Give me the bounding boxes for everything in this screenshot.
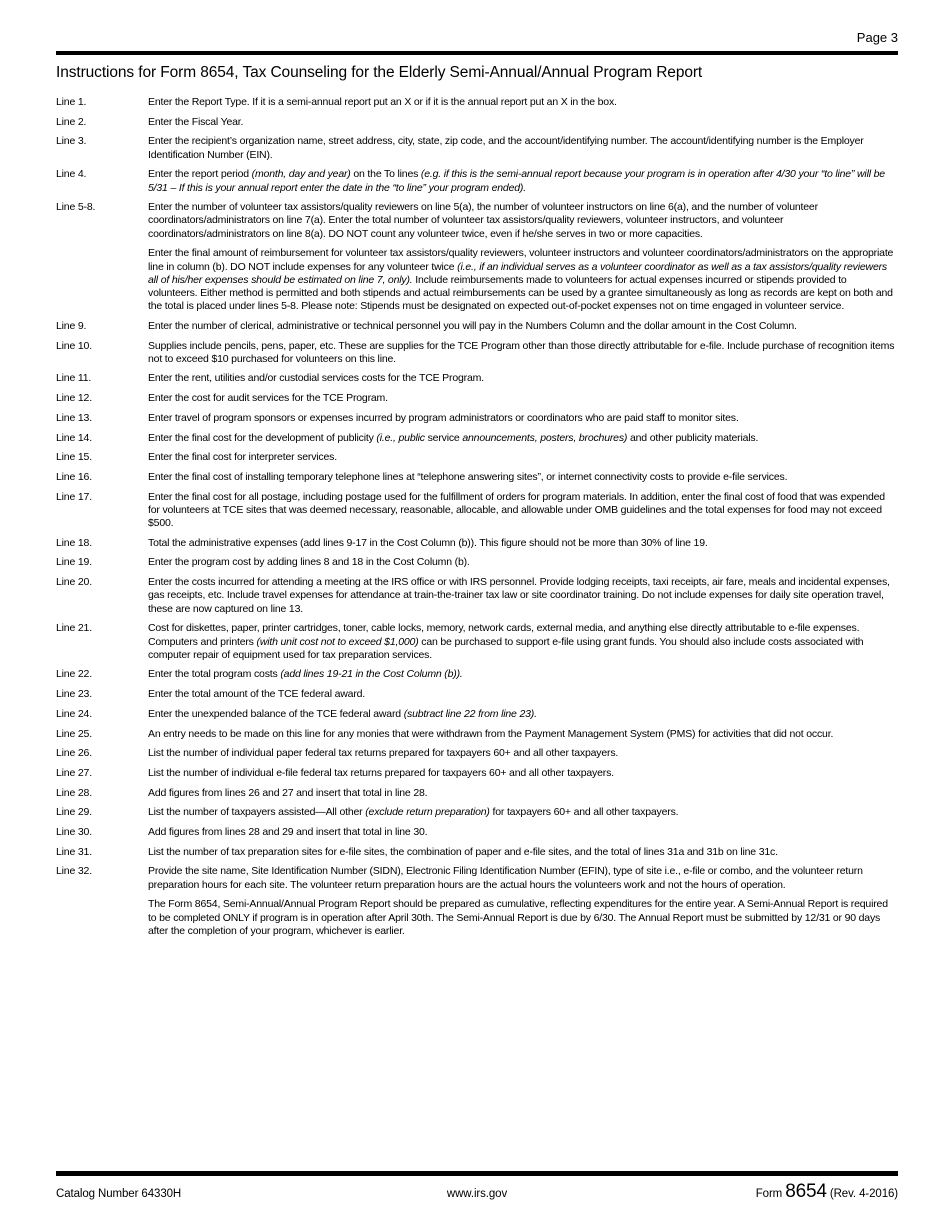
instruction-row bbox=[56, 96, 898, 109]
form-number: 8654 bbox=[785, 1181, 827, 1202]
instruction-row bbox=[56, 392, 898, 405]
line-label: Line 22. bbox=[56, 668, 92, 681]
line-text: Enter the final cost for the development of publicity (i.e., public service announcements, posters, brochures) and other publicity materials. bbox=[148, 431, 759, 444]
line-label: Line 11. bbox=[56, 372, 92, 385]
instruction-row bbox=[56, 688, 898, 701]
line-label: Line 20. bbox=[56, 576, 92, 589]
instruction-row bbox=[56, 135, 898, 161]
instruction-row bbox=[56, 247, 898, 313]
instruction-row bbox=[56, 320, 898, 333]
instruction-row bbox=[56, 826, 898, 839]
line-label: Line 23. bbox=[56, 688, 92, 701]
line-label: Line 10. bbox=[56, 339, 92, 352]
line-label: Line 32. bbox=[56, 865, 92, 878]
instruction-row bbox=[56, 806, 898, 819]
line-text: An entry needs to be made on this line for any monies that were withdrawn from the Payment Management System (PMS) for activities that did not occur. bbox=[148, 727, 834, 740]
line-label: Line 3. bbox=[56, 135, 87, 148]
line-label: Line 2. bbox=[56, 115, 87, 128]
line-text: Enter the recipient’s organization name, street address, city, state, zip code, and the account/identifying number. The account/identifying number is the Employer Identification Number (EIN). bbox=[148, 135, 864, 161]
line-text: Add figures from lines 26 and 27 and insert that total in line 28. bbox=[148, 786, 428, 799]
line-label: Line 12. bbox=[56, 392, 92, 405]
website-text: www.irs.gov bbox=[446, 1188, 508, 1200]
instruction-row bbox=[56, 168, 898, 194]
line-text: Supplies include pencils, pens, paper, etc. These are supplies for the TCE Program other than those directly attributable for e-file. Include purchase of recognition items not to exceed $10 purchased for volunteers on this line. bbox=[148, 339, 895, 365]
instruction-row bbox=[56, 201, 898, 241]
instruction-row bbox=[56, 865, 898, 891]
instruction-row bbox=[56, 491, 898, 531]
instruction-row bbox=[56, 432, 898, 445]
line-text: Enter the costs incurred for attending a meeting at the IRS office or with IRS personnel. Provide lodging receipts, taxi receipts, air fare, meals and incidental expenses, gas receipts, etc. Include travel expenses for attendance at train-the-trainer tax law or site coordinator training. Do not include expenses for daily site operation travel, these are now captured on line 13. bbox=[148, 576, 890, 615]
instruction-row bbox=[56, 412, 898, 425]
form-identifier bbox=[617, 1181, 898, 1203]
line-label: Line 17. bbox=[56, 490, 92, 503]
page-number: Page 3 bbox=[856, 30, 898, 45]
instruction-row bbox=[56, 846, 898, 859]
line-label: Line 21. bbox=[56, 622, 92, 635]
line-text: Total the administrative expenses (add lines 9-17 in the Cost Column (b)). This figure should not be more than 30% of line 19. bbox=[148, 536, 708, 549]
footer-rule bbox=[56, 1171, 898, 1176]
form-word: Form bbox=[755, 1188, 783, 1200]
instruction-row bbox=[56, 451, 898, 464]
line-label: Line 19. bbox=[56, 556, 92, 569]
line-text: Enter the final cost for interpreter services. bbox=[148, 451, 337, 464]
line-text: List the number of individual paper federal tax returns prepared for taxpayers 60+ and all other taxpayers. bbox=[148, 747, 619, 760]
page-footer bbox=[56, 1181, 898, 1203]
line-text: Enter the number of clerical, administrative or technical personnel you will pay in the Numbers Column and the dollar amount in the Cost Column. bbox=[148, 319, 797, 332]
line-text: Enter the Report Type. If it is a semi-annual report put an X or if it is the annual report put an X in the box. bbox=[148, 96, 617, 108]
line-text: Provide the site name, Site Identification Number (SIDN), Electronic Filing Identification Number (EFIN), type of site i.e., e-file or combo, and the volunteer return preparation hours for each site. The volunteer return preparation hours are the actual hours the volunteers work and not the hours of operation. bbox=[148, 865, 863, 891]
instruction-row bbox=[56, 537, 898, 550]
line-label: Line 29. bbox=[56, 806, 92, 819]
instruction-row bbox=[56, 728, 898, 741]
instruction-row bbox=[56, 668, 898, 681]
instruction-row bbox=[56, 898, 898, 938]
line-text: List the number of taxpayers assisted—All other (exclude return preparation) for taxpayers 60+ and all other taxpayers. bbox=[148, 806, 679, 819]
line-text: Enter the program cost by adding lines 8 and 18 in the Cost Column (b). bbox=[148, 556, 470, 569]
catalog-number: Catalog Number 64330H bbox=[56, 1188, 182, 1200]
line-text: Enter the Fiscal Year. bbox=[148, 115, 244, 128]
line-label: Line 14. bbox=[56, 431, 92, 444]
instruction-list bbox=[56, 96, 898, 938]
line-label: Line 13. bbox=[56, 411, 92, 424]
instruction-row bbox=[56, 556, 898, 569]
line-text: List the number of individual e-file federal tax returns prepared for taxpayers 60+ and all other taxpayers. bbox=[148, 766, 614, 779]
instruction-row bbox=[56, 372, 898, 385]
instruction-row bbox=[56, 116, 898, 129]
line-text: Enter the final cost for all postage, including postage used for the fulfillment of orders for program materials. In addition, enter the final cost of food that was expended for volunteers at TCE sites that was deemed necessary, reasonable, allocable, and allowable under OMB guidelines and the total expenses for food may not exceed $500. bbox=[148, 490, 885, 530]
line-text: The Form 8654, Semi-Annual/Annual Program Report should be prepared as cumulative, reflecting expenditures for the entire year. A Semi-Annual Report is required to be completed ONLY if program is in operation after April 30th. The Semi-Annual Report is due by 6/30. The Annual Report must be submitted by 12/31 or 90 days after the completion of your program, whichever is earlier. bbox=[148, 898, 888, 937]
line-text: Enter the number of volunteer tax assistors/quality reviewers on line 5(a), the number of volunteer instructors on line 6(a), and the number of volunteer coordinators/administrators on line 7(a). Enter the total number of volunteer tax assistors/quality reviewers, volunteer instructors, and volunteer coordinators/administrators on line 8(a). DO NOT count any volunteer twice, even if he/she serves in two or more capacities. bbox=[148, 201, 818, 240]
line-text: Enter the unexpended balance of the TCE federal award (subtract line 22 from line 23). bbox=[148, 707, 537, 720]
line-text: Enter travel of program sponsors or expenses incurred by program administrators or coordinators who are paid staff to monitor sites. bbox=[148, 411, 739, 424]
line-label: Line 24. bbox=[56, 707, 92, 720]
instruction-row bbox=[56, 787, 898, 800]
line-text: Enter the rent, utilities and/or custodial services costs for the TCE Program. bbox=[148, 372, 484, 385]
instruction-row bbox=[56, 767, 898, 780]
line-label: Line 18. bbox=[56, 536, 92, 549]
line-text: Enter the total amount of the TCE federal award. bbox=[148, 688, 366, 701]
instruction-row bbox=[56, 576, 898, 616]
line-label: Line 9. bbox=[56, 319, 87, 332]
line-text: Enter the final amount of reimbursement for volunteer tax assistors/quality reviewers, volunteer instructors and volunteer coordinators/administrators on the appropriate line in column (b). DO NOT include expenses for any volunteer twice (i.e., if an individual serves as a volunteer coordinator as well as a tax assistors/quality reviewers all of his/her expenses should be estimated on line 7, only). Include reimbursements made to volunteers for actual expenses incurred or stipends provided to volunteers. Either method is permitted and both stipends and actual reimbursements can be used by a grantee simultaneously as long as records are kept on both and the total is placed under lines 5-8. Please note: Stipends must be designated on expected out-of-pocket expenses not on time engaged in volunteer service. bbox=[148, 247, 894, 313]
line-label: Line 26. bbox=[56, 747, 92, 760]
line-text: Enter the report period (month, day and year) on the To lines (e.g. if this is the semi-annual report because your program is in operation after 4/30 your “to line” will be 5/31 – If this is your annual report enter the date in the “to line” your program ended). bbox=[148, 168, 885, 194]
line-text: Enter the cost for audit services for the TCE Program. bbox=[148, 392, 388, 405]
line-label: Line 27. bbox=[56, 766, 92, 779]
line-text: Enter the total program costs (add lines 19-21 in the Cost Column (b)). bbox=[148, 668, 463, 681]
instruction-row bbox=[56, 471, 898, 484]
line-label: Line 16. bbox=[56, 470, 92, 483]
line-text: Add figures from lines 28 and 29 and insert that total in line 30. bbox=[148, 826, 428, 839]
line-label: Line 31. bbox=[56, 845, 92, 858]
line-label: Line 30. bbox=[56, 826, 92, 839]
line-label bbox=[56, 898, 148, 938]
line-text: Cost for diskettes, paper, printer cartridges, toner, cable locks, memory, network cards, external media, and anything else directly attributable to e-file expenses. Computers and printers (with unit cost not to exceed $1,000) can be purchased to support e-file using grant funds. You should also include costs associated with computer repair of equipment used for tax preparation services. bbox=[148, 622, 864, 661]
line-label: Line 1. bbox=[56, 96, 87, 108]
line-label: Line 15. bbox=[56, 451, 92, 464]
line-label: Line 25. bbox=[56, 727, 92, 740]
line-label: Line 5-8. bbox=[56, 201, 96, 214]
page-title: Instructions for Form 8654, Tax Counseling for the Elderly Semi-Annual/Annual Program Report bbox=[56, 64, 703, 81]
line-label bbox=[56, 247, 148, 313]
line-text: Enter the final cost of installing temporary telephone lines at “telephone answering sites”, or internet connectivity costs to provide e-file services. bbox=[148, 470, 788, 483]
header-rule bbox=[56, 51, 898, 55]
line-label: Line 28. bbox=[56, 786, 92, 799]
instruction-row bbox=[56, 340, 898, 366]
line-label: Line 4. bbox=[56, 168, 87, 181]
form-revision: (Rev. 4-2016) bbox=[829, 1188, 899, 1200]
document-page bbox=[56, 0, 898, 1230]
instruction-row bbox=[56, 708, 898, 721]
instruction-row bbox=[56, 747, 898, 760]
instruction-row bbox=[56, 622, 898, 662]
line-text: List the number of tax preparation sites for e-file sites, the combination of paper and e-file sites, and the total of lines 31a and 31b on line 31c. bbox=[148, 845, 778, 858]
